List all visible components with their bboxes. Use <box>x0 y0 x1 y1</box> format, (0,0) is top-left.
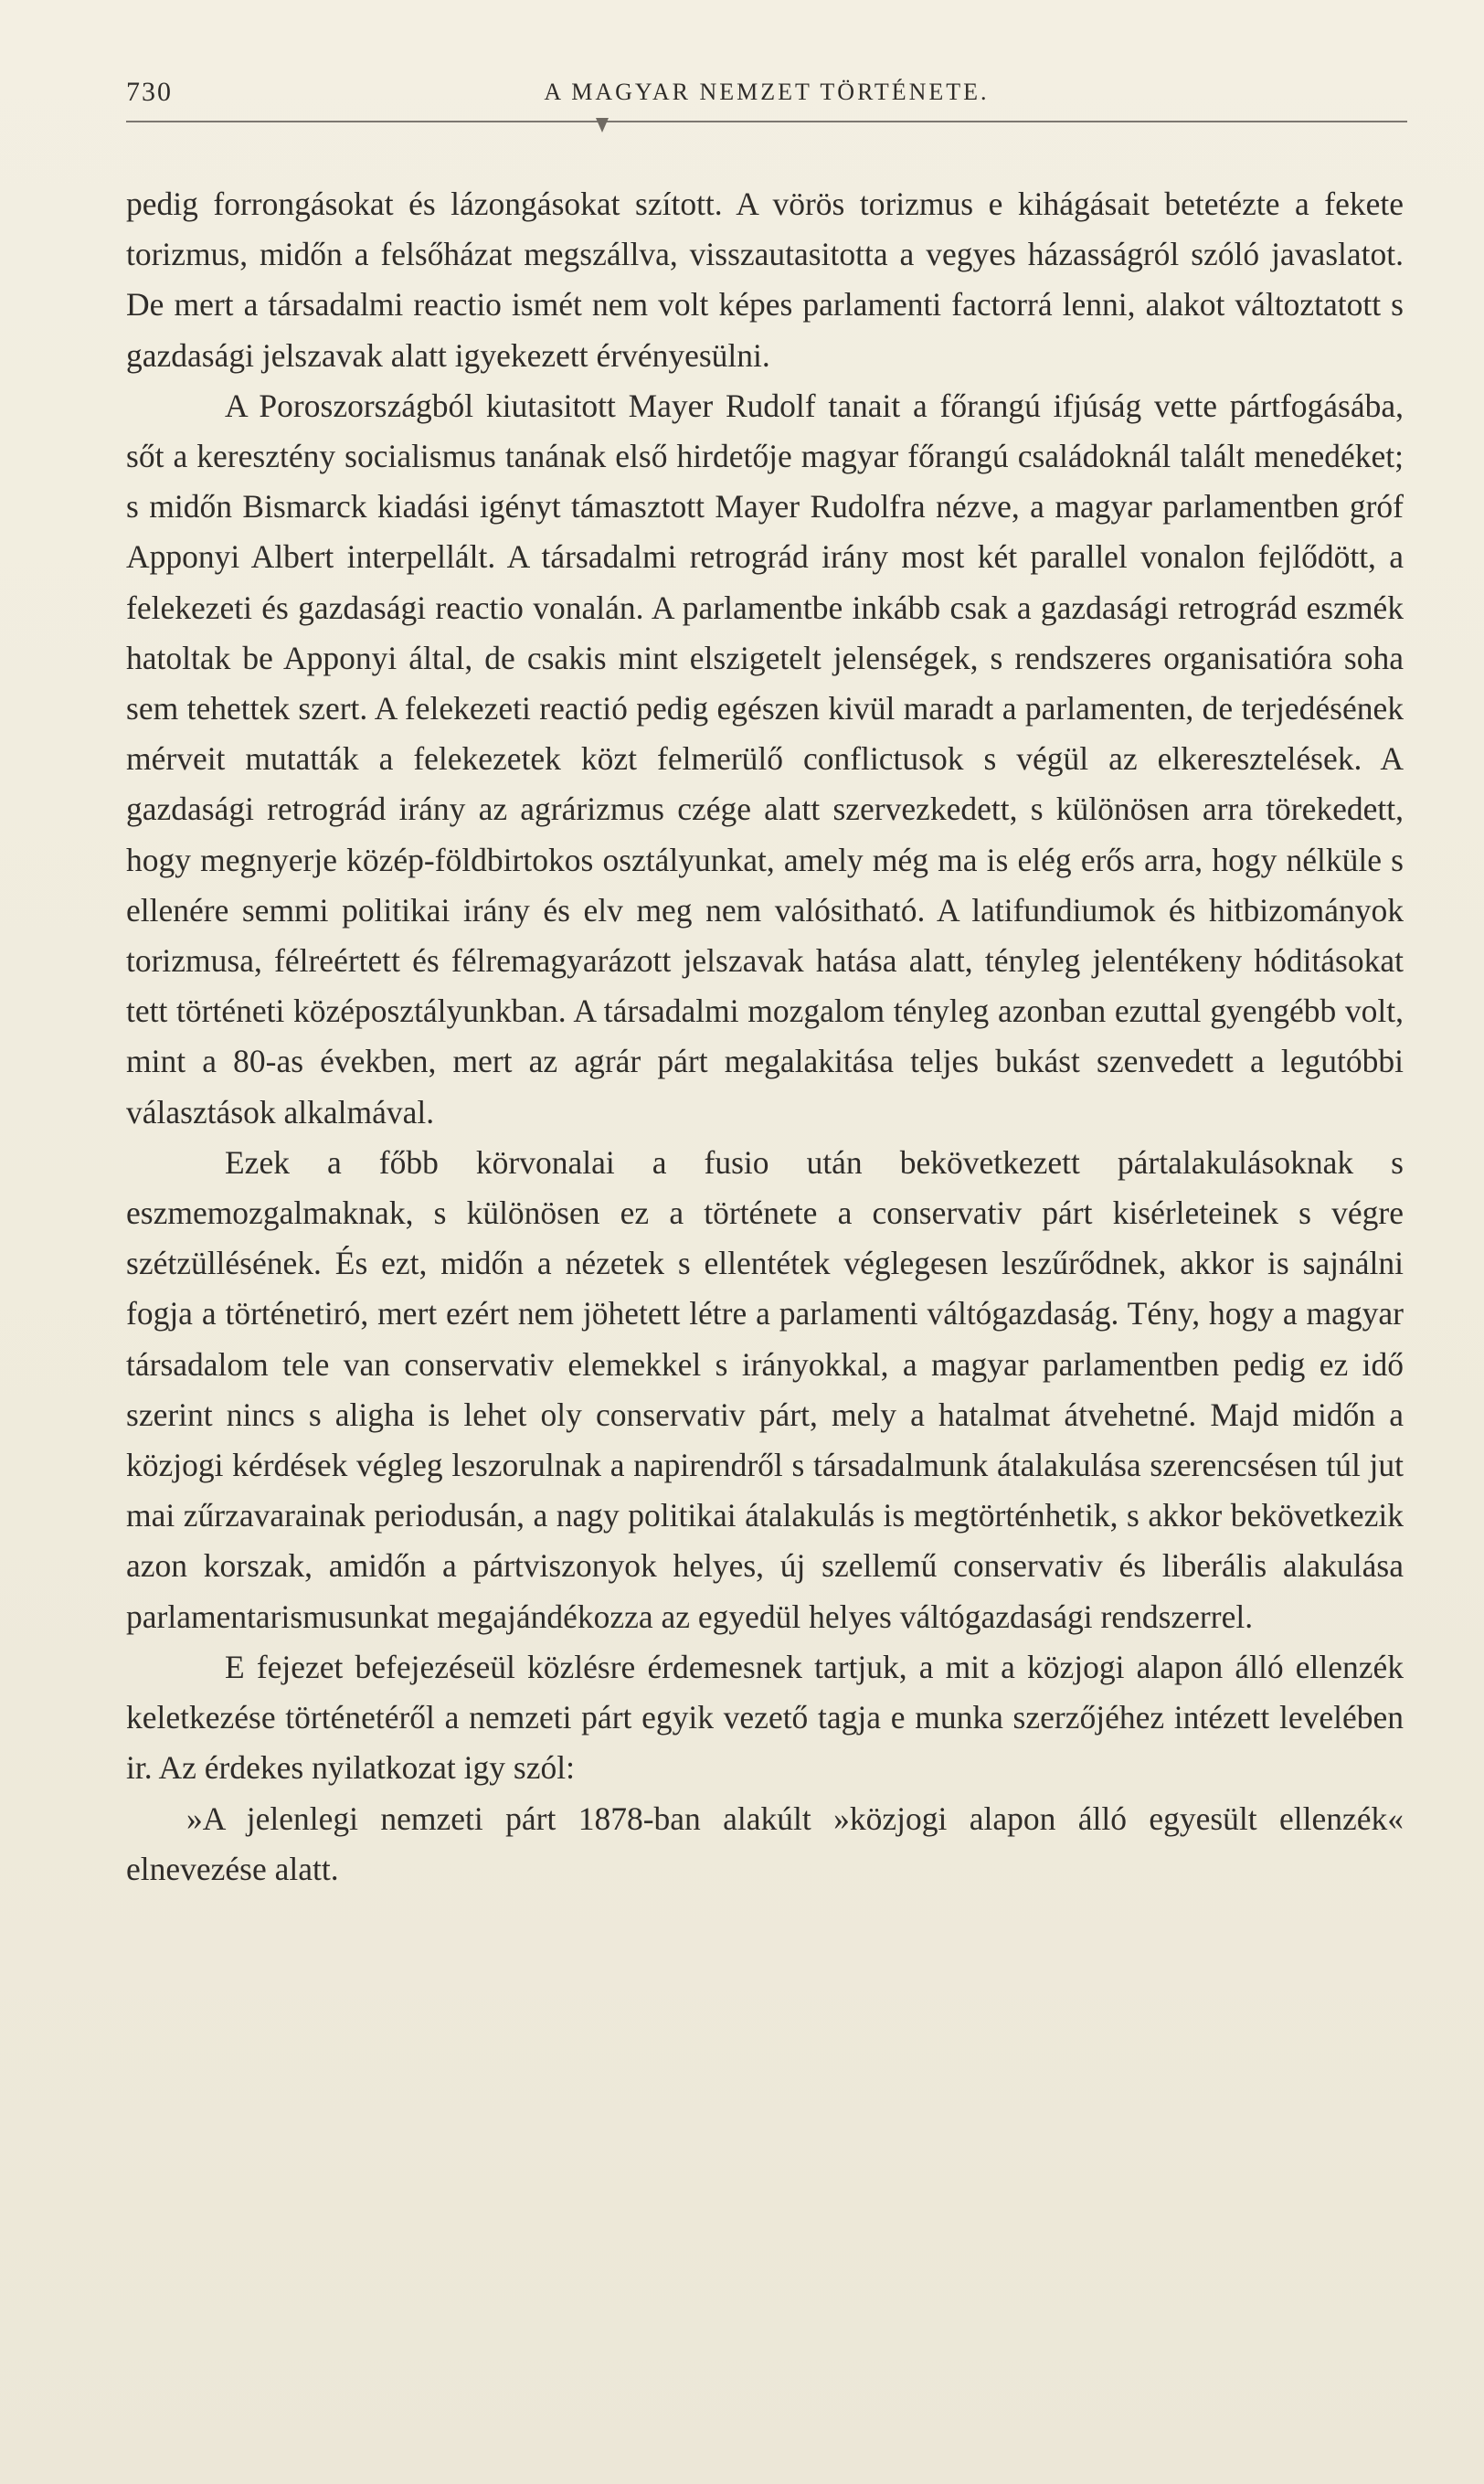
header-rule-mark <box>596 118 609 133</box>
paragraph-continuation: pedig forrongásokat és lázongásokat szított. A vörös torizmus e kihágásait betetézte a fekete torizmus, midőn a felsőházat megszállva, visszautasitotta a vegyes házasságról szóló javaslatot. De mert a társadalmi reactio ismét nem volt képes parlamenti factorrá lenni, alakot változtatott s gazdasági jelszavak alatt igyekezett érvényesülni. <box>126 186 1404 374</box>
paragraph-quote: »A jelenlegi nemzeti párt 1878-ban alakúlt »közjogi alapon álló egyesült ellenzék« elnevezése alatt. <box>126 1799 1404 1887</box>
header-rule <box>126 121 1407 122</box>
paragraph-fusio: Ezek a főbb körvonalai a fusio után bekövetkezett pártalakulásoknak s eszmemozgalmaknak, s különösen ez a története a conservativ párt kisérleteinek s végre szétzüllésének. És ezt, midőn a nézetek s ellentétek véglegesen leszűrődnek, akkor is sajnálni fogja a történetiró, mert ezért nem jöhetett létre a parlamenti váltógazdaság. Tény, hogy a magyar társadalom tele van conservativ elemekkel s irányokkal, a magyar parlamentben pedig ez idő szerint nincs s aligha is lehet oly conservativ párt, mely a hatalmat átvehetné. Majd midőn a közjogi kérdések végleg leszorulnak a napirendről s társadalmunk átalakulása szerencsésen túl jut mai zűrzavarainak periodusán, a nagy politikai átalakulás is megtörténhetik, s akkor bekövetkezik azon korszak, amidőn a pártviszonyok helyes, új szellemű conservativ és liberális alakulása parlamentarismusunkat megajándékozza az egyedül helyes váltógazdasági rendszerrel. <box>126 1143 1404 1635</box>
page-header <box>126 75 1407 117</box>
paragraph-chapter-close: E fejezet befejezéseül közlésre érdemesnek tartjuk, a mit a közjogi alapon álló ellenzék keletkezése történetéről a nemzeti párt egyik vezető tagja e munka szerzőjéhez intézett levelében ir. Az érdekes nyilatkozat igy szól: <box>126 1648 1404 1787</box>
page-number: 730 <box>126 77 173 107</box>
running-title: A MAGYAR NEMZET TÖRTÉNETE. <box>544 79 990 105</box>
paragraph-mayer-rudolf: A Poroszországból kiutasitott Mayer Rudolf tanait a főrangú ifjúság vette pártfogásába, sőt a keresztény socialismus tanának első hirdetője magyar főrangú családoknál talált menedéket; s midőn Bismarck kiadási igényt támasztott Mayer Rudolfra nézve, a magyar parlamentben gróf Apponyi Albert interpellált. A társadalmi retrográd irány most két parallel vonalon fejlődött, a felekezeti és gazdasági reactio vonalán. A parlamentbe inkább csak a gazdasági retrográd eszmék hatoltak be Apponyi által, de csakis mint elszigetelt jelenségek, s rendszeres organisatióra soha sem tehettek szert. A felekezeti reactió pedig egészen kivül maradt a parlamenten, de terjedésének mérveit mutatták a felekezetek közt felmerülő conflictusok s végül az elkeresztelések. A gazdasági retrográd irány az agrárizmus czége alatt szervezkedett, s különösen arra törekedett, hogy megnyerje közép-földbirtokos osztályunkat, amely még ma is elég erős arra, hogy nélküle s ellenére semmi politikai irány és elv meg nem valósitható. A latifundiumok és hitbizományok torizmusa, félreértett és félremagyarázott jelszavak hatása alatt, tényleg jelentékeny hóditásokat tett történeti középosztályunkban. A társadalmi mozgalom tényleg azonban ezuttal gyengébb volt, mint a 80-as években, mert az agrár párt megalakitása teljes bukást szenvedett a legutóbbi választások alkalmával. <box>126 387 1404 1131</box>
body-text <box>126 179 1404 1895</box>
